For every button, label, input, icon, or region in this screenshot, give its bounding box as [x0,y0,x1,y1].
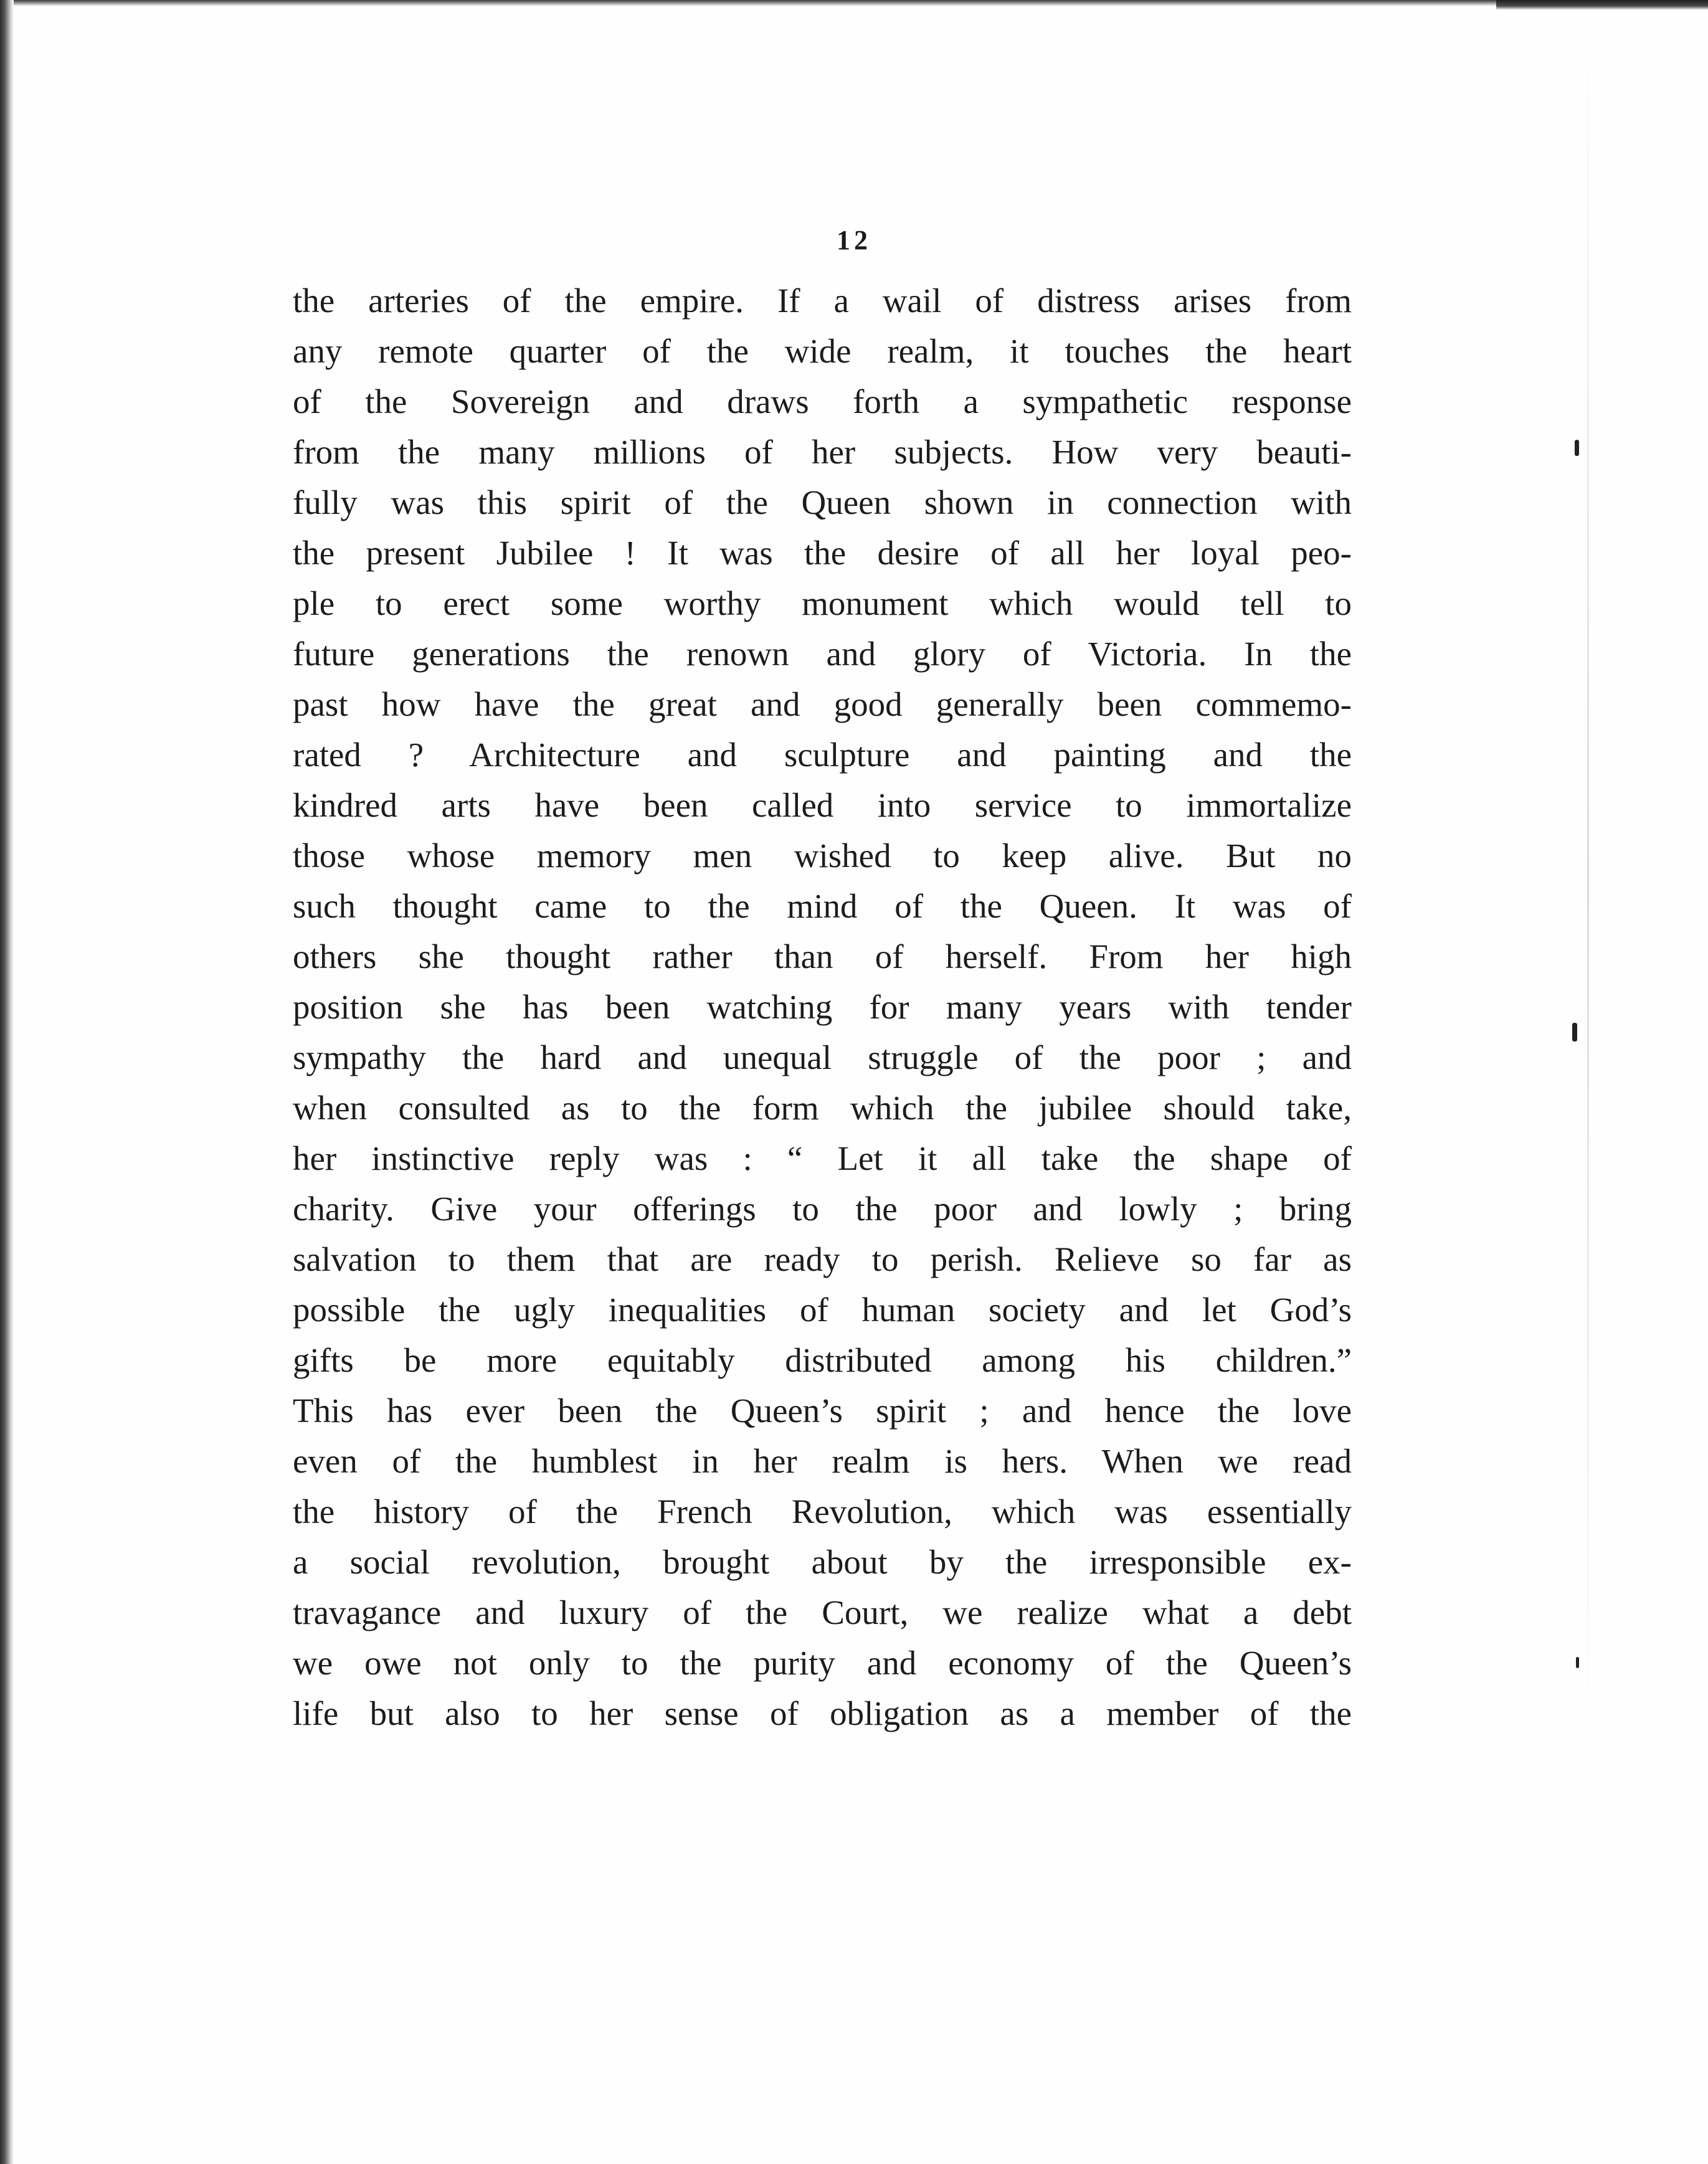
text-line: those whose memory men wished to keep alive. But no [293,837,1352,875]
scan-edge-top [0,0,1708,6]
text-line: even of the humblest in her realm is hers. When we read [293,1442,1352,1480]
ink-speck [1572,1023,1577,1042]
text-line: possible the ugly inequalities of human society and let God’s [293,1291,1352,1329]
page-number: 12 [837,225,871,255]
text-line: her instinctive reply was : “ Let it all take the shape of [293,1139,1352,1177]
text-line: any remote quarter of the wide realm, it touches the heart [293,332,1352,370]
text-line: position she has been watching for many years with tender [293,988,1352,1026]
text-line: the history of the French Revolution, which was essentially [293,1492,1352,1530]
text-line: of the Sovereign and draws forth a sympathetic response [293,382,1352,420]
text-line: such thought came to the mind of the Queen. It was of [293,887,1352,925]
scan-edge-left [0,0,14,2164]
text-line: life but also to her sense of obligation as a member of the [293,1694,1352,1732]
text-line: travagance and luxury of the Court, we realize what a debt [293,1593,1352,1631]
text-line: from the many millions of her subjects. How very beauti- [293,433,1352,471]
text-line: charity. Give your offerings to the poor and lowly ; bring [293,1190,1352,1228]
text-line: others she thought rather than of herself. From her high [293,937,1352,975]
text-line: This has ever been the Queen’s spirit ; and hence the love [293,1392,1352,1430]
text-line: ple to erect some worthy monument which would tell to [293,584,1352,622]
text-line: the arteries of the empire. If a wail of distress arises from [293,282,1352,320]
text-line: salvation to them that are ready to perish. Relieve so far as [293,1240,1352,1278]
text-line: future generations the renown and glory of Victoria. In the [293,635,1352,673]
text-line: we owe not only to the purity and economy of the Queen’s [293,1644,1352,1682]
text-line: the present Jubilee ! It was the desire of all her loyal peo- [293,534,1352,572]
body-text [293,275,1352,1739]
text-line: gifts be more equitably distributed among his children.” [293,1341,1352,1379]
text-line: when consulted as to the form which the jubilee should take, [293,1089,1352,1127]
ink-speck [1575,440,1579,456]
text-line: kindred arts have been called into service to immortalize [293,786,1352,824]
text-line: rated ? Architecture and sculpture and painting and the [293,736,1352,774]
text-line: past how have the great and good generally been commemo- [293,685,1352,723]
ink-speck [1576,1657,1579,1668]
text-line: sympathy the hard and unequal struggle of the poor ; and [293,1038,1352,1076]
text-line: a social revolution, brought about by the irresponsible ex- [293,1543,1352,1581]
text-line: fully was this spirit of the Queen shown in connection with [293,483,1352,521]
page-fold-line [1587,37,1589,1719]
scan-edge-top-right [1496,0,1708,10]
